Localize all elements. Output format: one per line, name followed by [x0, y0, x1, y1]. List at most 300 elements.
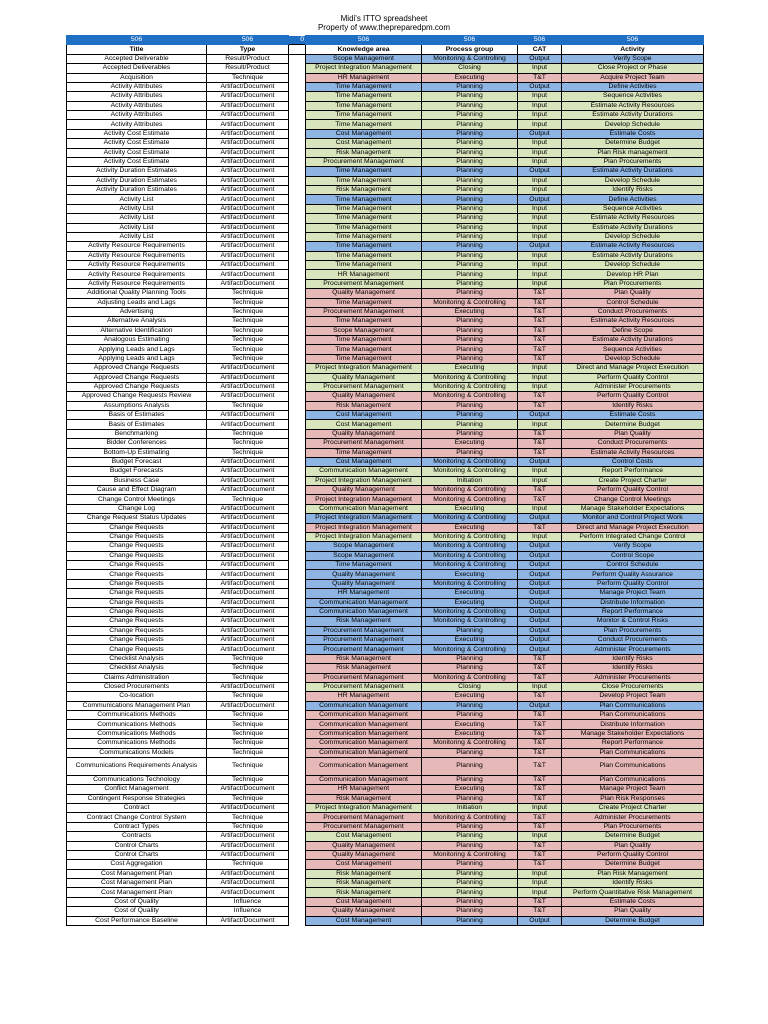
- cell-activity[interactable]: Control Schedule: [562, 561, 704, 570]
- cell-process-group[interactable]: Planning: [422, 860, 518, 869]
- cell-process-group[interactable]: Planning: [422, 157, 518, 166]
- cell-activity[interactable]: Plan Communications: [562, 757, 704, 775]
- cell-type[interactable]: Artifact/Document: [207, 373, 289, 382]
- cell-activity[interactable]: Create Project Charter: [562, 804, 704, 813]
- cell-type[interactable]: Artifact/Document: [207, 832, 289, 841]
- cell-type[interactable]: Technique: [207, 336, 289, 345]
- cell-title[interactable]: Activity Cost Estimate: [67, 148, 207, 157]
- cell-knowledge-area[interactable]: Procurement Management: [306, 822, 422, 831]
- cell-type[interactable]: Technique: [207, 307, 289, 316]
- cell-cat[interactable]: Output: [518, 514, 562, 523]
- cell-type[interactable]: Technique: [207, 401, 289, 410]
- cell-cat[interactable]: T&T: [518, 785, 562, 794]
- cell-activity[interactable]: Plan Communications: [562, 775, 704, 784]
- cell-cat[interactable]: Input: [518, 364, 562, 373]
- cell-title[interactable]: Advertising: [67, 307, 207, 316]
- cell-title[interactable]: Control Charts: [67, 841, 207, 850]
- cell-title[interactable]: Contract Types: [67, 822, 207, 831]
- cell-activity[interactable]: Control Scope: [562, 551, 704, 560]
- cell-title[interactable]: Alternative Identification: [67, 326, 207, 335]
- cell-activity[interactable]: Conduct Procurements: [562, 439, 704, 448]
- cell-activity[interactable]: Define Activities: [562, 195, 704, 204]
- cell-process-group[interactable]: Closing: [422, 64, 518, 73]
- cell-cat[interactable]: T&T: [518, 850, 562, 859]
- cell-type[interactable]: Technique: [207, 692, 289, 701]
- cell-cat[interactable]: Output: [518, 551, 562, 560]
- cell-activity[interactable]: Estimate Costs: [562, 897, 704, 906]
- cell-cat[interactable]: T&T: [518, 317, 562, 326]
- cell-type[interactable]: Artifact/Document: [207, 850, 289, 859]
- cell-type[interactable]: Influence: [207, 897, 289, 906]
- cell-activity[interactable]: Estimate Activity Resources: [562, 242, 704, 251]
- cell-knowledge-area[interactable]: Communication Management: [306, 598, 422, 607]
- cell-type[interactable]: Artifact/Document: [207, 626, 289, 635]
- cell-process-group[interactable]: Monitoring & Controlling: [422, 542, 518, 551]
- cell-activity[interactable]: Plan Communications: [562, 711, 704, 720]
- cell-process-group[interactable]: Planning: [422, 336, 518, 345]
- cell-type[interactable]: Artifact/Document: [207, 120, 289, 129]
- cell-process-group[interactable]: Monitoring & Controlling: [422, 532, 518, 541]
- cell-title[interactable]: Cost of Quality: [67, 907, 207, 916]
- cell-activity[interactable]: Plan Risk management: [562, 148, 704, 157]
- cell-type[interactable]: Artifact/Document: [207, 561, 289, 570]
- cell-activity[interactable]: Monitor and Control Project Work: [562, 514, 704, 523]
- cell-title[interactable]: Activity List: [67, 195, 207, 204]
- cell-cat[interactable]: Input: [518, 214, 562, 223]
- cell-knowledge-area[interactable]: Time Management: [306, 345, 422, 354]
- cell-process-group[interactable]: Planning: [422, 317, 518, 326]
- cell-process-group[interactable]: Planning: [422, 626, 518, 635]
- cell-activity[interactable]: Plan Procurements: [562, 822, 704, 831]
- cell-knowledge-area[interactable]: Time Management: [306, 336, 422, 345]
- cell-type[interactable]: Result/Product: [207, 54, 289, 63]
- cell-cat[interactable]: Input: [518, 176, 562, 185]
- cell-activity[interactable]: Manage Project Team: [562, 589, 704, 598]
- cell-process-group[interactable]: Planning: [422, 888, 518, 897]
- cell-knowledge-area[interactable]: Project Integration Management: [306, 523, 422, 532]
- cell-cat[interactable]: T&T: [518, 739, 562, 748]
- cell-knowledge-area[interactable]: Time Management: [306, 448, 422, 457]
- cell-activity[interactable]: Verify Scope: [562, 542, 704, 551]
- cell-knowledge-area[interactable]: Cost Management: [306, 860, 422, 869]
- cell-type[interactable]: Artifact/Document: [207, 841, 289, 850]
- cell-process-group[interactable]: Planning: [422, 354, 518, 363]
- cell-knowledge-area[interactable]: Quality Management: [306, 907, 422, 916]
- cell-cat[interactable]: T&T: [518, 692, 562, 701]
- cell-cat[interactable]: Input: [518, 279, 562, 288]
- cell-cat[interactable]: Output: [518, 701, 562, 710]
- cell-title[interactable]: Change Requests: [67, 523, 207, 532]
- cell-type[interactable]: Artifact/Document: [207, 570, 289, 579]
- cell-cat[interactable]: Input: [518, 232, 562, 241]
- cell-process-group[interactable]: Monitoring & Controlling: [422, 813, 518, 822]
- cell-activity[interactable]: Administer Procurements: [562, 813, 704, 822]
- cell-activity[interactable]: Plan Communications: [562, 748, 704, 757]
- cell-knowledge-area[interactable]: Communication Management: [306, 748, 422, 757]
- cell-title[interactable]: Change Requests: [67, 542, 207, 551]
- cell-knowledge-area[interactable]: Time Management: [306, 195, 422, 204]
- cell-process-group[interactable]: Planning: [422, 841, 518, 850]
- cell-knowledge-area[interactable]: Time Management: [306, 204, 422, 213]
- cell-cat[interactable]: Output: [518, 195, 562, 204]
- cell-knowledge-area[interactable]: Risk Management: [306, 869, 422, 878]
- cell-title[interactable]: Communications Models: [67, 748, 207, 757]
- cell-cat[interactable]: Output: [518, 626, 562, 635]
- cell-cat[interactable]: Output: [518, 411, 562, 420]
- cell-type[interactable]: Technique: [207, 317, 289, 326]
- cell-type[interactable]: Artifact/Document: [207, 617, 289, 626]
- cell-cat[interactable]: Input: [518, 92, 562, 101]
- cell-title[interactable]: Communications Technology: [67, 775, 207, 784]
- cell-knowledge-area[interactable]: Scope Management: [306, 54, 422, 63]
- cell-activity[interactable]: Identify Risks: [562, 186, 704, 195]
- cell-title[interactable]: Change Request Status Updates: [67, 514, 207, 523]
- cell-process-group[interactable]: Planning: [422, 120, 518, 129]
- cell-activity[interactable]: Report Performance: [562, 607, 704, 616]
- cell-title[interactable]: Change Requests: [67, 645, 207, 654]
- cell-title[interactable]: Applying Leads and Lags: [67, 345, 207, 354]
- cell-process-group[interactable]: Planning: [422, 101, 518, 110]
- cell-title[interactable]: Cost Management Plan: [67, 888, 207, 897]
- cell-knowledge-area[interactable]: Quality Management: [306, 373, 422, 382]
- cell-type[interactable]: Artifact/Document: [207, 204, 289, 213]
- cell-process-group[interactable]: Executing: [422, 692, 518, 701]
- cell-type[interactable]: Artifact/Document: [207, 504, 289, 513]
- cell-type[interactable]: Artifact/Document: [207, 420, 289, 429]
- cell-type[interactable]: Artifact/Document: [207, 223, 289, 232]
- cell-activity[interactable]: Estimate Activity Durations: [562, 111, 704, 120]
- cell-activity[interactable]: Determine Budget: [562, 832, 704, 841]
- cell-activity[interactable]: Distribute Information: [562, 720, 704, 729]
- cell-type[interactable]: Technique: [207, 654, 289, 663]
- cell-knowledge-area[interactable]: Scope Management: [306, 326, 422, 335]
- cell-knowledge-area[interactable]: Cost Management: [306, 139, 422, 148]
- cell-cat[interactable]: T&T: [518, 326, 562, 335]
- cell-title[interactable]: Change Requests: [67, 626, 207, 635]
- cell-type[interactable]: Technique: [207, 794, 289, 803]
- cell-knowledge-area[interactable]: Quality Management: [306, 429, 422, 438]
- cell-cat[interactable]: Output: [518, 579, 562, 588]
- cell-process-group[interactable]: Planning: [422, 223, 518, 232]
- cell-cat[interactable]: Output: [518, 561, 562, 570]
- cell-title[interactable]: Communications Methods: [67, 729, 207, 738]
- cell-cat[interactable]: Output: [518, 82, 562, 91]
- cell-process-group[interactable]: Executing: [422, 729, 518, 738]
- cell-cat[interactable]: Input: [518, 261, 562, 270]
- cell-title[interactable]: Change Requests: [67, 551, 207, 560]
- cell-type[interactable]: Artifact/Document: [207, 476, 289, 485]
- cell-knowledge-area[interactable]: Cost Management: [306, 457, 422, 466]
- cell-title[interactable]: Activity Resource Requirements: [67, 242, 207, 251]
- cell-type[interactable]: Technique: [207, 448, 289, 457]
- cell-type[interactable]: Artifact/Document: [207, 888, 289, 897]
- cell-process-group[interactable]: Closing: [422, 682, 518, 691]
- cell-cat[interactable]: T&T: [518, 748, 562, 757]
- cell-knowledge-area[interactable]: Procurement Management: [306, 682, 422, 691]
- cell-cat[interactable]: T&T: [518, 673, 562, 682]
- cell-process-group[interactable]: Planning: [422, 326, 518, 335]
- cell-type[interactable]: Technique: [207, 326, 289, 335]
- cell-cat[interactable]: Input: [518, 504, 562, 513]
- cell-knowledge-area[interactable]: Time Management: [306, 242, 422, 251]
- cell-process-group[interactable]: Executing: [422, 598, 518, 607]
- cell-knowledge-area[interactable]: HR Management: [306, 73, 422, 82]
- cell-title[interactable]: Change Requests: [67, 579, 207, 588]
- cell-title[interactable]: Activity Attributes: [67, 92, 207, 101]
- cell-knowledge-area[interactable]: Risk Management: [306, 888, 422, 897]
- cell-knowledge-area[interactable]: Quality Management: [306, 570, 422, 579]
- cell-type[interactable]: Artifact/Document: [207, 598, 289, 607]
- cell-knowledge-area[interactable]: Time Management: [306, 251, 422, 260]
- cell-process-group[interactable]: Planning: [422, 711, 518, 720]
- cell-process-group[interactable]: Initiation: [422, 476, 518, 485]
- cell-activity[interactable]: Estimate Activity Resources: [562, 101, 704, 110]
- cell-knowledge-area[interactable]: Time Management: [306, 120, 422, 129]
- cell-title[interactable]: Activity Resource Requirements: [67, 270, 207, 279]
- cell-type[interactable]: Artifact/Document: [207, 214, 289, 223]
- cell-process-group[interactable]: Planning: [422, 139, 518, 148]
- cell-cat[interactable]: T&T: [518, 523, 562, 532]
- cell-title[interactable]: Change Requests: [67, 561, 207, 570]
- cell-process-group[interactable]: Executing: [422, 636, 518, 645]
- column-header-title[interactable]: Title: [67, 45, 207, 54]
- cell-title[interactable]: Change Requests: [67, 617, 207, 626]
- cell-type[interactable]: Artifact/Document: [207, 382, 289, 391]
- cell-activity[interactable]: Change Control Meetings: [562, 495, 704, 504]
- cell-cat[interactable]: Input: [518, 270, 562, 279]
- cell-cat[interactable]: T&T: [518, 794, 562, 803]
- cell-type[interactable]: Artifact/Document: [207, 542, 289, 551]
- cell-type[interactable]: Artifact/Document: [207, 392, 289, 401]
- cell-activity[interactable]: Estimate Activity Durations: [562, 336, 704, 345]
- cell-activity[interactable]: Estimate Activity Resources: [562, 214, 704, 223]
- cell-activity[interactable]: Control Costs: [562, 457, 704, 466]
- cell-knowledge-area[interactable]: Procurement Management: [306, 636, 422, 645]
- cell-activity[interactable]: Perform Quality Control: [562, 850, 704, 859]
- cell-process-group[interactable]: Planning: [422, 907, 518, 916]
- cell-process-group[interactable]: Planning: [422, 204, 518, 213]
- cell-cat[interactable]: T&T: [518, 495, 562, 504]
- cell-process-group[interactable]: Monitoring & Controlling: [422, 373, 518, 382]
- cell-knowledge-area[interactable]: Cost Management: [306, 420, 422, 429]
- cell-title[interactable]: Contract: [67, 804, 207, 813]
- cell-cat[interactable]: Output: [518, 598, 562, 607]
- cell-cat[interactable]: T&T: [518, 841, 562, 850]
- cell-knowledge-area[interactable]: HR Management: [306, 785, 422, 794]
- cell-cat[interactable]: T&T: [518, 336, 562, 345]
- cell-process-group[interactable]: Monitoring & Controlling: [422, 54, 518, 63]
- cell-process-group[interactable]: Executing: [422, 307, 518, 316]
- cell-title[interactable]: Checklist Analysis: [67, 664, 207, 673]
- cell-activity[interactable]: Determine Budget: [562, 420, 704, 429]
- cell-knowledge-area[interactable]: Quality Management: [306, 289, 422, 298]
- cell-cat[interactable]: Input: [518, 101, 562, 110]
- cell-cat[interactable]: T&T: [518, 486, 562, 495]
- cell-type[interactable]: Artifact/Document: [207, 467, 289, 476]
- cell-knowledge-area[interactable]: Communication Management: [306, 504, 422, 513]
- cell-cat[interactable]: T&T: [518, 289, 562, 298]
- cell-title[interactable]: Co-location: [67, 692, 207, 701]
- cell-knowledge-area[interactable]: Communication Management: [306, 729, 422, 738]
- cell-activity[interactable]: Control Schedule: [562, 298, 704, 307]
- cell-type[interactable]: Technique: [207, 345, 289, 354]
- cell-process-group[interactable]: Planning: [422, 195, 518, 204]
- cell-cat[interactable]: Input: [518, 120, 562, 129]
- cell-knowledge-area[interactable]: Procurement Management: [306, 645, 422, 654]
- cell-process-group[interactable]: Planning: [422, 214, 518, 223]
- cell-cat[interactable]: Output: [518, 617, 562, 626]
- cell-knowledge-area[interactable]: Cost Management: [306, 129, 422, 138]
- cell-type[interactable]: Artifact/Document: [207, 92, 289, 101]
- cell-type[interactable]: Artifact/Document: [207, 167, 289, 176]
- cell-activity[interactable]: Plan Procurements: [562, 157, 704, 166]
- cell-title[interactable]: Change Requests: [67, 589, 207, 598]
- cell-cat[interactable]: T&T: [518, 654, 562, 663]
- cell-cat[interactable]: T&T: [518, 664, 562, 673]
- cell-process-group[interactable]: Planning: [422, 701, 518, 710]
- cell-title[interactable]: Checklist Analysis: [67, 654, 207, 663]
- cell-type[interactable]: Technique: [207, 298, 289, 307]
- cell-process-group[interactable]: Executing: [422, 720, 518, 729]
- cell-activity[interactable]: Develop HR Plan: [562, 270, 704, 279]
- cell-cat[interactable]: Input: [518, 476, 562, 485]
- cell-knowledge-area[interactable]: Procurement Management: [306, 157, 422, 166]
- cell-title[interactable]: Claims Administration: [67, 673, 207, 682]
- cell-title[interactable]: Activity List: [67, 232, 207, 241]
- cell-knowledge-area[interactable]: Procurement Management: [306, 307, 422, 316]
- cell-process-group[interactable]: Planning: [422, 654, 518, 663]
- cell-title[interactable]: Activity Resource Requirements: [67, 261, 207, 270]
- cell-cat[interactable]: T&T: [518, 813, 562, 822]
- cell-type[interactable]: Artifact/Document: [207, 486, 289, 495]
- cell-activity[interactable]: Acquire Project Team: [562, 73, 704, 82]
- cell-activity[interactable]: Manage Project Team: [562, 785, 704, 794]
- cell-knowledge-area[interactable]: Time Management: [306, 92, 422, 101]
- column-header-knowledge-area[interactable]: Knowledge area: [306, 45, 422, 54]
- cell-type[interactable]: Artifact/Document: [207, 682, 289, 691]
- cell-knowledge-area[interactable]: Time Management: [306, 101, 422, 110]
- cell-process-group[interactable]: Monitoring & Controlling: [422, 673, 518, 682]
- cell-cat[interactable]: T&T: [518, 401, 562, 410]
- cell-activity[interactable]: Plan Quality: [562, 429, 704, 438]
- cell-title[interactable]: Activity Resource Requirements: [67, 251, 207, 260]
- cell-process-group[interactable]: Planning: [422, 232, 518, 241]
- cell-process-group[interactable]: Planning: [422, 148, 518, 157]
- cell-activity[interactable]: Estimate Activity Durations: [562, 167, 704, 176]
- cell-knowledge-area[interactable]: Time Management: [306, 232, 422, 241]
- cell-cat[interactable]: Input: [518, 373, 562, 382]
- cell-type[interactable]: Artifact/Document: [207, 879, 289, 888]
- cell-activity[interactable]: Determine Budget: [562, 860, 704, 869]
- cell-type[interactable]: Artifact/Document: [207, 514, 289, 523]
- cell-cat[interactable]: Input: [518, 223, 562, 232]
- cell-process-group[interactable]: Initiation: [422, 804, 518, 813]
- cell-knowledge-area[interactable]: HR Management: [306, 692, 422, 701]
- cell-type[interactable]: Technique: [207, 748, 289, 757]
- cell-title[interactable]: Closed Procurements: [67, 682, 207, 691]
- cell-type[interactable]: Artifact/Document: [207, 869, 289, 878]
- cell-knowledge-area[interactable]: Cost Management: [306, 832, 422, 841]
- cell-type[interactable]: Artifact/Document: [207, 804, 289, 813]
- cell-type[interactable]: Artifact/Document: [207, 251, 289, 260]
- cell-type[interactable]: Artifact/Document: [207, 157, 289, 166]
- cell-type[interactable]: Influence: [207, 907, 289, 916]
- cell-activity[interactable]: Estimate Activity Resources: [562, 448, 704, 457]
- cell-activity[interactable]: Develop Schedule: [562, 176, 704, 185]
- cell-knowledge-area[interactable]: Communication Management: [306, 701, 422, 710]
- cell-title[interactable]: Activity List: [67, 223, 207, 232]
- cell-cat[interactable]: Input: [518, 420, 562, 429]
- cell-knowledge-area[interactable]: Procurement Management: [306, 439, 422, 448]
- cell-process-group[interactable]: Planning: [422, 289, 518, 298]
- cell-title[interactable]: Activity Cost Estimate: [67, 139, 207, 148]
- cell-title[interactable]: Basis of Estimates: [67, 411, 207, 420]
- cell-type[interactable]: Artifact/Document: [207, 457, 289, 466]
- cell-knowledge-area[interactable]: Communication Management: [306, 775, 422, 784]
- cell-activity[interactable]: Direct and Manage Project Execution: [562, 523, 704, 532]
- cell-title[interactable]: Activity Duration Estimates: [67, 186, 207, 195]
- cell-knowledge-area[interactable]: Procurement Management: [306, 279, 422, 288]
- cell-process-group[interactable]: Executing: [422, 523, 518, 532]
- cell-type[interactable]: Technique: [207, 439, 289, 448]
- cell-process-group[interactable]: Planning: [422, 879, 518, 888]
- cell-process-group[interactable]: Monitoring & Controlling: [422, 551, 518, 560]
- cell-activity[interactable]: Determine Budget: [562, 916, 704, 925]
- cell-type[interactable]: Technique: [207, 289, 289, 298]
- cell-title[interactable]: Control Charts: [67, 850, 207, 859]
- cell-activity[interactable]: Define Scope: [562, 326, 704, 335]
- cell-title[interactable]: Analogous Estimating: [67, 336, 207, 345]
- cell-knowledge-area[interactable]: Project Integration Management: [306, 476, 422, 485]
- cell-cat[interactable]: T&T: [518, 729, 562, 738]
- cell-title[interactable]: Budget Forecast: [67, 457, 207, 466]
- cell-cat[interactable]: Input: [518, 111, 562, 120]
- cell-title[interactable]: Approved Change Requests: [67, 382, 207, 391]
- cell-title[interactable]: Change Requests: [67, 532, 207, 541]
- cell-process-group[interactable]: Planning: [422, 111, 518, 120]
- cell-type[interactable]: Artifact/Document: [207, 607, 289, 616]
- cell-process-group[interactable]: Planning: [422, 251, 518, 260]
- cell-title[interactable]: Communications Methods: [67, 711, 207, 720]
- cell-knowledge-area[interactable]: Procurement Management: [306, 382, 422, 391]
- cell-cat[interactable]: Input: [518, 532, 562, 541]
- cell-title[interactable]: Approved Change Requests: [67, 373, 207, 382]
- cell-type[interactable]: Technique: [207, 673, 289, 682]
- cell-process-group[interactable]: Planning: [422, 261, 518, 270]
- cell-knowledge-area[interactable]: Quality Management: [306, 392, 422, 401]
- cell-activity[interactable]: Develop Schedule: [562, 354, 704, 363]
- cell-activity[interactable]: Monitor & Control Risks: [562, 617, 704, 626]
- cell-activity[interactable]: Perform Quality Control: [562, 579, 704, 588]
- cell-knowledge-area[interactable]: Time Management: [306, 298, 422, 307]
- cell-cat[interactable]: Output: [518, 570, 562, 579]
- cell-title[interactable]: Change Requests: [67, 636, 207, 645]
- cell-title[interactable]: Benchmarking: [67, 429, 207, 438]
- cell-activity[interactable]: Perform Quality Control: [562, 392, 704, 401]
- cell-title[interactable]: Contracts: [67, 832, 207, 841]
- cell-title[interactable]: Cost Management Plan: [67, 869, 207, 878]
- cell-process-group[interactable]: Monitoring & Controlling: [422, 561, 518, 570]
- cell-type[interactable]: Technique: [207, 73, 289, 82]
- cell-activity[interactable]: Conduct Procurements: [562, 307, 704, 316]
- cell-cat[interactable]: T&T: [518, 73, 562, 82]
- cell-title[interactable]: Communications Management Plan: [67, 701, 207, 710]
- cell-title[interactable]: Contingent Response Strategies: [67, 794, 207, 803]
- cell-cat[interactable]: Input: [518, 64, 562, 73]
- cell-activity[interactable]: Distribute Information: [562, 598, 704, 607]
- cell-title[interactable]: Conflict Management: [67, 785, 207, 794]
- cell-knowledge-area[interactable]: Risk Management: [306, 664, 422, 673]
